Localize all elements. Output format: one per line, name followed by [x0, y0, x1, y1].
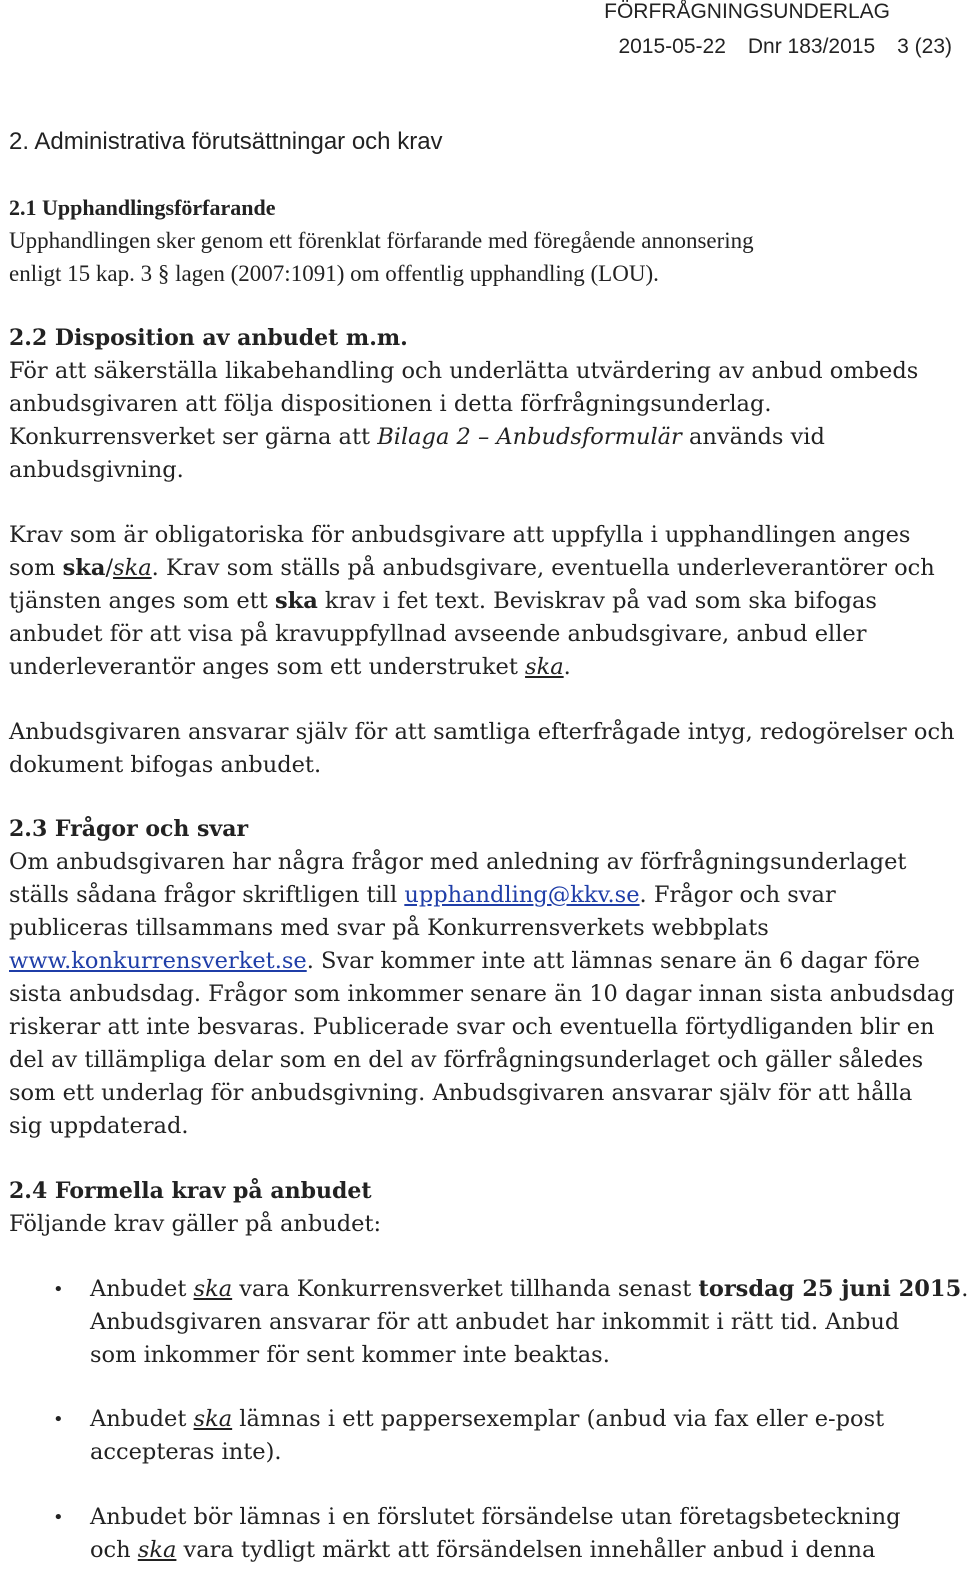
text-line: För att säkerställa likabehandling och underlätta utvärdering av anbud ombeds: [9, 358, 919, 384]
text-span: och: [90, 1537, 138, 1563]
bullet-icon: •: [53, 1507, 64, 1528]
text-line: sig uppdaterad.: [9, 1113, 189, 1139]
text-span: Konkurrensverket ser gärna att: [9, 424, 378, 450]
text-span: vara Konkurrensverket tillhanda senast: [232, 1276, 699, 1302]
text-span: . Svar kommer inte att lämnas senare än 6 dagar före: [306, 948, 920, 974]
bold-term: ska: [274, 588, 318, 614]
text-line: Anbudsgivaren ansvarar själv för att samtliga efterfrågade intyg, redogörelser och: [9, 719, 955, 745]
text-span: . Frågor och svar: [639, 882, 836, 908]
text-span: tjänsten anges som ett: [9, 588, 275, 614]
text-span: Anbudet: [90, 1276, 194, 1302]
bold-term: ska: [62, 555, 106, 581]
text-span: krav i fet text. Beviskrav på vad som ska bifogas: [317, 588, 877, 614]
document-type-label: FÖRFRÅGNINGSUNDERLAG: [604, 0, 890, 23]
list-item-line: [90, 1534, 875, 1567]
text-line: Upphandlingen sker genom ett förenklat förfarande med föregående annonsering: [9, 228, 754, 253]
text-line: publiceras tillsammans med svar på Konkurrensverkets webbplats: [9, 915, 769, 941]
text-span: .: [961, 1276, 968, 1302]
text-line: sista anbudsdag. Frågor som inkommer senare än 10 dagar innan sista anbudsdag: [9, 981, 955, 1007]
page-number: 3 (23): [897, 35, 952, 58]
text-line: [9, 879, 836, 912]
underlined-term: ska: [113, 555, 152, 581]
text-line: Krav som är obligatoriska för anbudsgivare att uppfylla i upphandlingen anges: [9, 522, 911, 548]
text-line: [9, 421, 825, 454]
section-2-4-heading: 2.4 Formella krav på anbudet: [9, 1178, 372, 1204]
website-link[interactable]: www.konkurrensverket.se: [9, 948, 307, 974]
text-line: anbudet för att visa på kravuppfyllnad avseende anbudsgivare, anbud eller: [9, 621, 867, 647]
section-2-3-heading: 2.3 Frågor och svar: [9, 816, 249, 842]
list-item-line: Anbudsgivaren ansvarar för att anbudet har inkommit i rätt tid. Anbud: [90, 1309, 900, 1335]
text-line: som ett underlag för anbudsgivning. Anbudsgivaren ansvarar själv för att hålla: [9, 1080, 913, 1106]
text-span: vara tydligt märkt att försändelsen innehåller anbud i denna: [176, 1537, 876, 1563]
email-link[interactable]: upphandling@kkv.se: [404, 882, 640, 908]
text-span: används vid: [681, 424, 825, 450]
underlined-term: ska: [193, 1406, 233, 1432]
text-span: underleverantör anges som ett understruket: [9, 654, 526, 680]
text-line: enligt 15 kap. 3 § lagen (2007:1091) om offentlig upphandling (LOU).: [9, 261, 659, 286]
underlined-term: ska: [525, 654, 564, 680]
text-line: [9, 945, 920, 978]
text-line: Om anbudsgivaren har några frågor med anledning av förfrågningsunderlaget: [9, 849, 907, 875]
document-meta-line: [618, 35, 952, 59]
list-item-line: Anbudet bör lämnas i en förslutet försändelse utan företagsbeteckning: [90, 1504, 901, 1530]
document-dnr: Dnr 183/2015: [747, 35, 876, 58]
list-item-line: [90, 1403, 884, 1436]
text-line: riskerar att inte besvaras. Publicerade svar och eventuella förtydliganden blir en: [9, 1014, 935, 1040]
bullet-icon: •: [53, 1279, 64, 1300]
text-line: del av tillämpliga delar som en del av förfrågningsunderlaget och gäller således: [9, 1047, 924, 1073]
text-line: [9, 651, 571, 684]
bullet-icon: •: [53, 1409, 64, 1430]
document-date: 2015-05-22: [618, 35, 726, 58]
text-line: anbudsgivaren att följa dispositionen i detta förfrågningsunderlag.: [9, 391, 772, 417]
text-line: [9, 585, 877, 618]
text-span: Anbudet: [90, 1406, 194, 1432]
text-line: Följande krav gäller på anbudet:: [9, 1211, 382, 1237]
text-line: anbudsgivning.: [9, 457, 184, 483]
text-span: . Krav som ställs på anbudsgivare, eventuella underleverantörer och: [151, 555, 935, 581]
text-span: ställs sådana frågor skriftligen till: [9, 882, 405, 908]
section-2-1-heading: 2.1 Upphandlingsförfarande: [9, 195, 276, 220]
attachment-reference: Bilaga 2 – Anbudsformulär: [377, 424, 682, 450]
list-item-line: som inkommer för sent kommer inte beaktas.: [90, 1342, 610, 1368]
underlined-term: ska: [193, 1276, 233, 1302]
text-line: [9, 552, 935, 585]
text-line: dokument bifogas anbudet.: [9, 752, 322, 778]
deadline-date: torsdag 25 juni 2015: [698, 1276, 962, 1302]
section-2-2-heading: 2.2 Disposition av anbudet m.m.: [9, 325, 408, 351]
section-2-heading: 2. Administrativa förutsättningar och krav: [9, 128, 443, 155]
text-span: /: [105, 555, 114, 581]
underlined-term: ska: [137, 1537, 177, 1563]
text-span: som: [9, 555, 63, 581]
text-span: lämnas i ett pappersexemplar (anbud via fax eller e-post: [232, 1406, 885, 1432]
text-span: .: [563, 654, 571, 680]
list-item-line: [90, 1273, 968, 1306]
list-item-line: accepteras inte).: [90, 1439, 282, 1465]
